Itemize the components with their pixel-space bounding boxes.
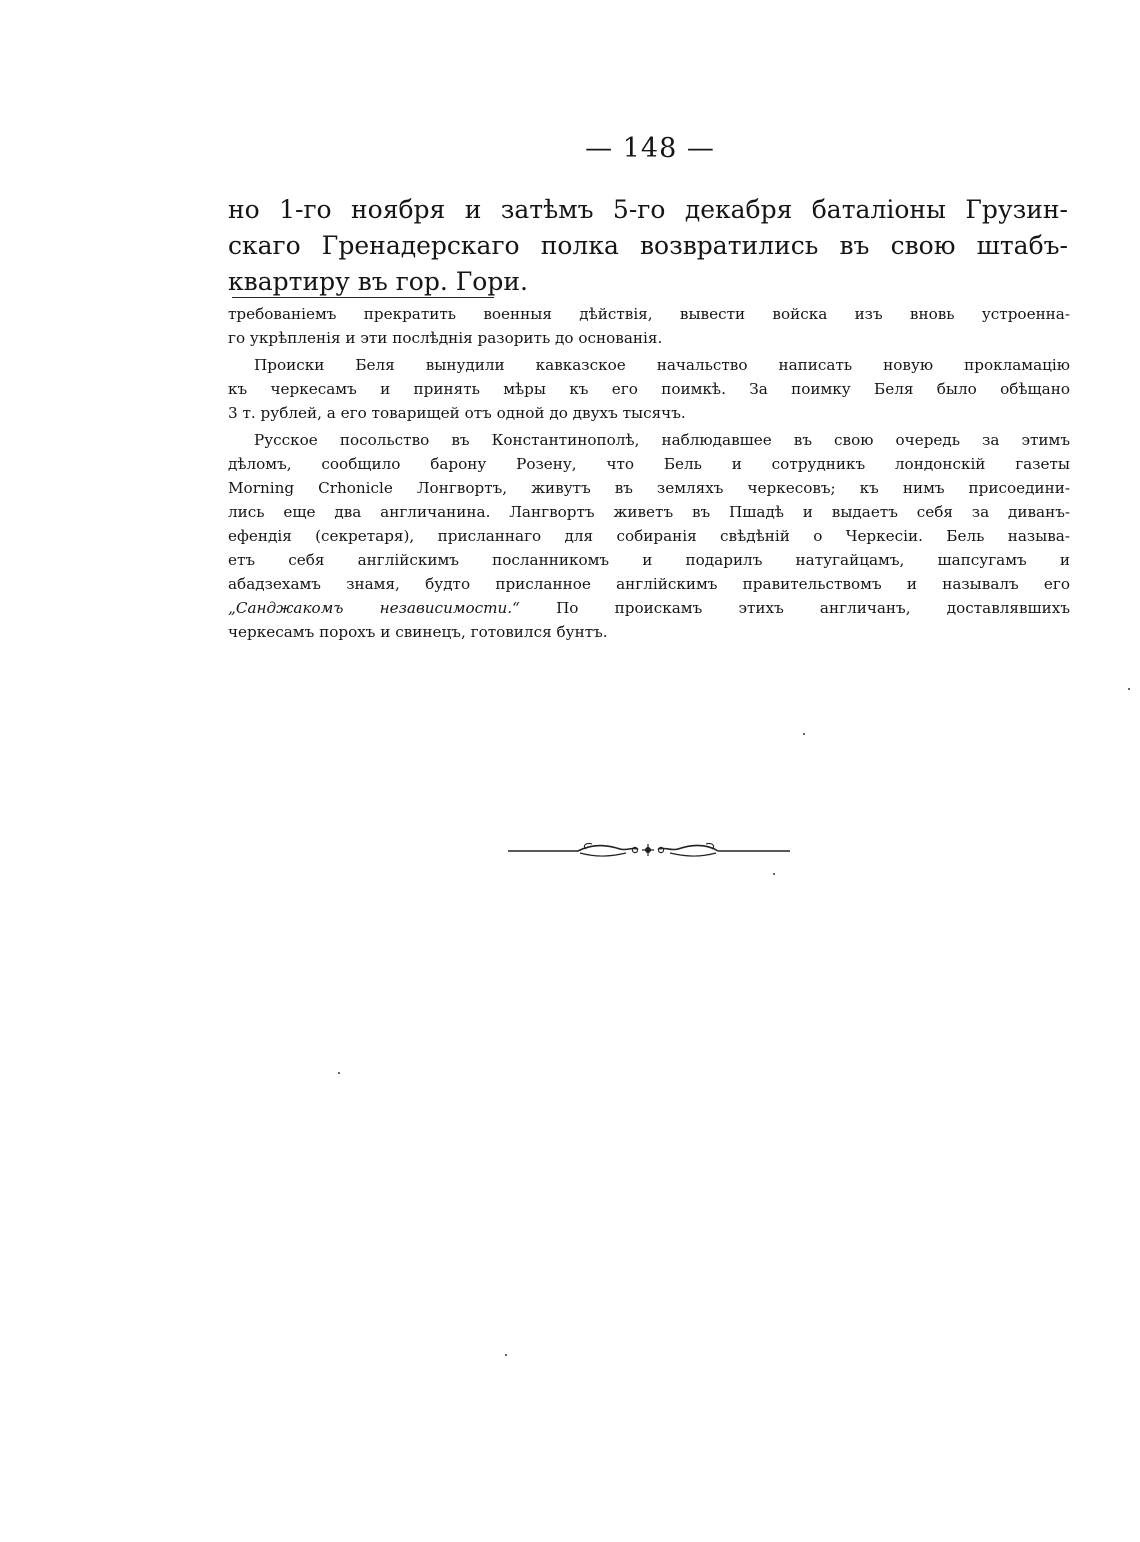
main-text-line: скаго Гренадерскаго полка возвратились въ свою штабъ-	[228, 231, 1068, 260]
footnote-text: По проискамъ этихъ англичанъ, доставлявшихъ	[519, 599, 1070, 617]
footnote-line: къ черкесамъ и принять мѣры къ его поимкѣ. За поимку Беля было обѣщано	[228, 380, 1070, 398]
footnote-paragraph	[228, 302, 1070, 350]
scan-speck	[505, 1354, 507, 1356]
scan-speck	[803, 733, 805, 735]
footnote-line: го укрѣпленія и эти послѣднія разорить до основанія.	[228, 329, 663, 347]
footnote-line: черкесамъ порохъ и свинецъ, готовился бунтъ.	[228, 623, 608, 641]
footnote-line: Morning Crhonicle Лонгвортъ, живутъ въ земляхъ черкесовъ; къ нимъ присоедини-	[228, 479, 1070, 497]
main-text-line: но 1-го ноября и затѣмъ 5-го декабря баталіоны Грузин-	[228, 195, 1068, 224]
footnotes	[228, 302, 1070, 647]
footnote-line: дѣломъ, сообщило барону Розену, что Бель и сотрудникъ лондонскій газеты	[228, 455, 1070, 473]
scan-speck	[773, 873, 775, 875]
footnote-line: лись еще два англичанина. Лангвортъ живетъ въ Пшадѣ и выдаетъ себя за диванъ-	[228, 503, 1070, 521]
footnote-divider	[232, 297, 494, 298]
footnote-line: 3 т. рублей, а его товарищей отъ одной до двухъ тысячъ.	[228, 404, 686, 422]
scan-speck	[1128, 688, 1130, 690]
decorative-flourish-icon	[508, 838, 790, 862]
footnote-line: Происки Беля вынудили кавказское начальство написать новую прокламацію	[254, 356, 1070, 374]
footnote-line: ефендія (секретаря), присланнаго для собиранія свѣдѣній о Черкесіи. Бель называ-	[228, 527, 1070, 545]
footnote-line: етъ себя англійскимъ посланникомъ и подарилъ натугайцамъ, шапсугамъ и	[228, 551, 1070, 569]
footnote-paragraph	[228, 428, 1070, 644]
footnote-line	[228, 596, 1070, 620]
main-text-line: квартиру въ гор. Гори.	[228, 267, 528, 296]
footnote-line: требованіемъ прекратить военныя дѣйствія, вывести войска изъ вновь устроеннa-	[228, 305, 1070, 323]
page-number: — 148 —	[585, 133, 715, 164]
footnote-line: абадзехамъ знамя, будто присланное англійскимъ правительствомъ и называлъ его	[228, 575, 1070, 593]
main-text	[228, 192, 1068, 300]
italic-quote: „Санджакомъ независимости.“	[228, 599, 520, 617]
footnote-paragraph	[228, 353, 1070, 425]
scan-speck	[338, 1072, 340, 1074]
footnote-line: Русское посольство въ Константинополѣ, наблюдавшее въ свою очередь за этимъ	[254, 431, 1070, 449]
